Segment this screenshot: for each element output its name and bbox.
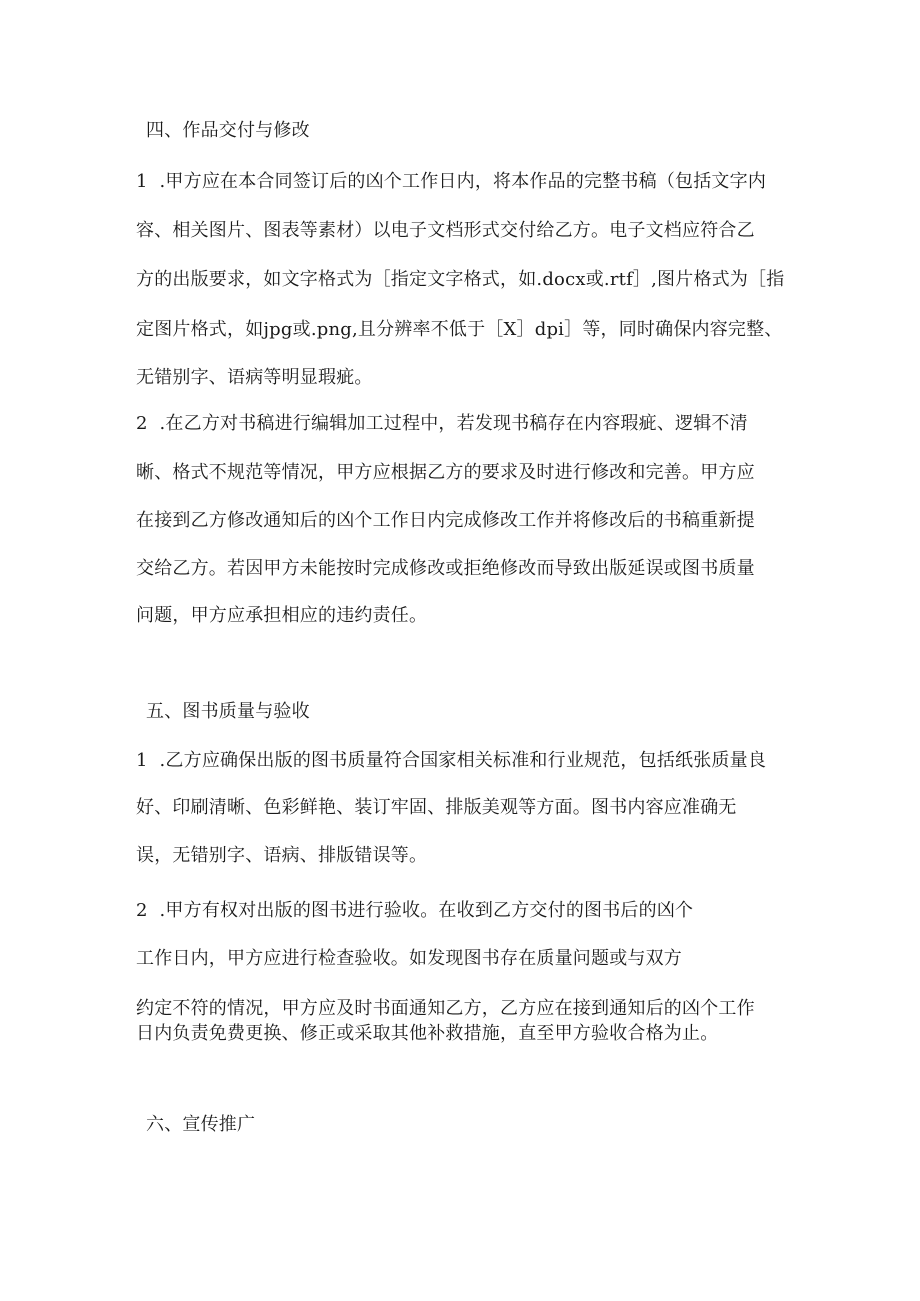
paragraph-line: 定图片格式，如jpg或.png,且分辨率不低于［X］dpi］等，同时确保内容完整、: [136, 319, 783, 340]
paragraph-line: 晰、格式不规范等情况，甲方应根据乙方的要求及时进行修改和完善。甲方应: [136, 462, 755, 483]
paragraph-line: 工作日内，甲方应进行检查验收。如发现图书存在质量问题或与双方: [136, 948, 682, 969]
section-heading-6: 六、宣传推广: [146, 1114, 256, 1135]
paragraph-line: 误，无错别字、语病、排版错误等。: [136, 845, 428, 866]
paragraph-line: 在接到乙方修改通知后的凶个工作日内完成修改工作并将修改后的书稿重新提: [136, 510, 755, 531]
paragraph-line: 问题，甲方应承担相应的违约责任。: [136, 605, 428, 626]
paragraph-line: 1 .乙方应确保出版的图书质量符合国家相关标准和行业规范，包括纸张质量良: [136, 750, 767, 771]
paragraph-line: 好、印刷清晰、色彩鲜艳、装订牢固、排版美观等方面。图书内容应准确无: [136, 797, 737, 818]
paragraph-line: 交给乙方。若因甲方未能按时完成修改或拒绝修改而导致出版延误或图书质量: [136, 558, 755, 579]
section-heading-4: 四、作品交付与修改: [146, 120, 310, 141]
section-heading-5: 五、图书质量与验收: [146, 701, 310, 722]
paragraph-line: 容、相关图片、图表等素材）以电子文档形式交付给乙方。电子文档应符合乙: [136, 220, 755, 241]
paragraph-line: 2 .在乙方对书稿进行编辑加工过程中，若发现书稿存在内容瑕疵、逻辑不清: [136, 413, 748, 434]
paragraph-line: 无错别字、语病等明显瑕疵。: [136, 367, 373, 388]
paragraph-line: 约定不符的情况，甲方应及时书面通知乙方，乙方应在接到通知后的凶个工作: [136, 998, 755, 1019]
paragraph-line: 2 .甲方有权对出版的图书进行验收。在收到乙方交付的图书后的凶个: [136, 900, 694, 921]
paragraph-line: 方的出版要求，如文字格式为［指定文字格式，如.docx或.rtf］,图片格式为［指: [136, 269, 785, 290]
paragraph-line: 1 .甲方应在本合同签订后的凶个工作日内，将本作品的完整书稿（包括文字内: [136, 171, 767, 192]
paragraph-line: 日内负责免费更换、修正或采取其他补救措施，直至甲方验收合格为止。: [136, 1023, 719, 1044]
